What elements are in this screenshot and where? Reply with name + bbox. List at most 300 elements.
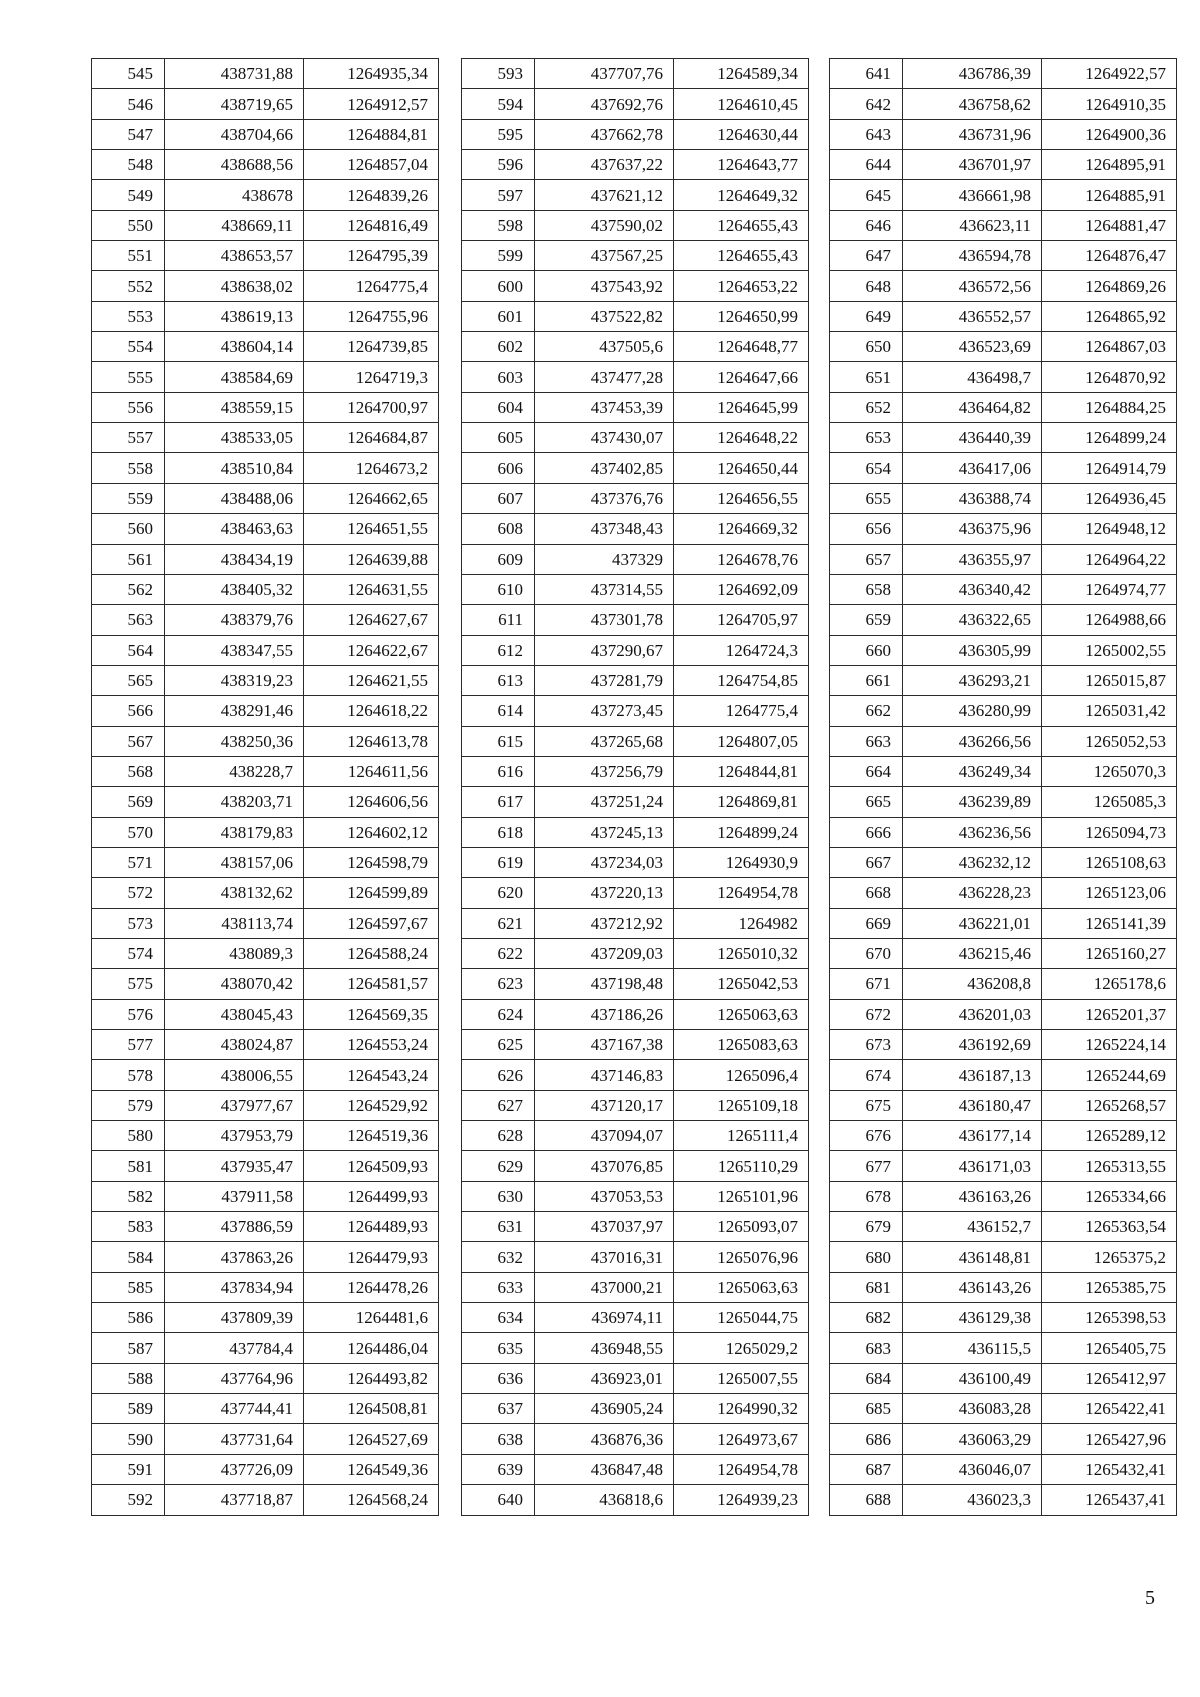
table-row [462,392,809,422]
point-number-cell: 631 [462,1212,535,1242]
point-number-cell: 588 [92,1363,165,1393]
y-coordinate-cell: 1264597,67 [304,908,439,938]
table-row [462,726,809,756]
x-coordinate-cell: 437000,21 [535,1272,674,1302]
table-row [92,1151,439,1181]
point-number-cell: 666 [830,817,903,847]
y-coordinate-cell: 1264948,12 [1042,514,1177,544]
table-row [462,878,809,908]
table-row [830,665,1177,695]
x-coordinate-cell: 437209,03 [535,938,674,968]
table-row [830,1303,1177,1333]
y-coordinate-cell: 1264867,03 [1042,332,1177,362]
point-number-cell: 688 [830,1485,903,1515]
y-coordinate-cell: 1265398,53 [1042,1303,1177,1333]
y-coordinate-cell: 1264621,55 [304,665,439,695]
table-row [462,210,809,240]
x-coordinate-cell: 436375,96 [903,514,1042,544]
point-number-cell: 612 [462,635,535,665]
x-coordinate-cell: 437784,4 [165,1333,304,1363]
table-row [92,544,439,574]
x-coordinate-cell: 436115,5 [903,1333,1042,1363]
y-coordinate-cell: 1264884,81 [304,119,439,149]
point-number-cell: 553 [92,301,165,331]
table-row [92,423,439,453]
point-number-cell: 603 [462,362,535,392]
table-row [92,1030,439,1060]
table-row [830,1394,1177,1424]
x-coordinate-cell: 436905,24 [535,1394,674,1424]
y-coordinate-cell: 1264606,56 [304,787,439,817]
y-coordinate-cell: 1264493,82 [304,1363,439,1393]
x-coordinate-cell: 436215,46 [903,938,1042,968]
point-number-cell: 657 [830,544,903,574]
y-coordinate-cell: 1264869,81 [674,787,809,817]
table-row [830,1333,1177,1363]
table-row [92,301,439,331]
table-row [462,1151,809,1181]
y-coordinate-cell: 1264618,22 [304,696,439,726]
point-number-cell: 607 [462,483,535,513]
x-coordinate-cell: 436266,56 [903,726,1042,756]
x-coordinate-cell: 436221,01 [903,908,1042,938]
x-coordinate-cell: 438070,42 [165,969,304,999]
y-coordinate-cell: 1265070,3 [1042,756,1177,786]
y-coordinate-cell: 1265015,87 [1042,665,1177,695]
x-coordinate-cell: 437692,76 [535,89,674,119]
x-coordinate-cell: 436498,7 [903,362,1042,392]
x-coordinate-cell: 436129,38 [903,1303,1042,1333]
y-coordinate-cell: 1265007,55 [674,1363,809,1393]
y-coordinate-cell: 1264581,57 [304,969,439,999]
y-coordinate-cell: 1265405,75 [1042,1333,1177,1363]
table-row [830,1030,1177,1060]
x-coordinate-cell: 438113,74 [165,908,304,938]
point-number-cell: 594 [462,89,535,119]
x-coordinate-cell: 438157,06 [165,847,304,877]
point-number-cell: 615 [462,726,535,756]
table-row [92,453,439,483]
y-coordinate-cell: 1265109,18 [674,1090,809,1120]
point-number-cell: 676 [830,1121,903,1151]
point-number-cell: 576 [92,999,165,1029]
table-row [92,574,439,604]
table-row [462,89,809,119]
y-coordinate-cell: 1264648,77 [674,332,809,362]
table-row [830,574,1177,604]
x-coordinate-cell: 438688,56 [165,150,304,180]
point-number-cell: 611 [462,605,535,635]
y-coordinate-cell: 1264543,24 [304,1060,439,1090]
x-coordinate-cell: 438132,62 [165,878,304,908]
table-row [830,544,1177,574]
point-number-cell: 641 [830,59,903,89]
point-number-cell: 687 [830,1454,903,1484]
y-coordinate-cell: 1264754,85 [674,665,809,695]
table-row [830,59,1177,89]
point-number-cell: 677 [830,1151,903,1181]
point-number-cell: 654 [830,453,903,483]
x-coordinate-cell: 438463,63 [165,514,304,544]
y-coordinate-cell: 1264895,91 [1042,150,1177,180]
table-row [92,756,439,786]
x-coordinate-cell: 437290,67 [535,635,674,665]
y-coordinate-cell: 1265385,75 [1042,1272,1177,1302]
point-number-cell: 589 [92,1394,165,1424]
y-coordinate-cell: 1264643,77 [674,150,809,180]
point-number-cell: 562 [92,574,165,604]
table-row [830,210,1177,240]
table-row [462,241,809,271]
point-number-cell: 574 [92,938,165,968]
table-row [462,787,809,817]
table-row [462,969,809,999]
table-row [462,938,809,968]
x-coordinate-cell: 437314,55 [535,574,674,604]
x-coordinate-cell: 436305,99 [903,635,1042,665]
y-coordinate-cell: 1265063,63 [674,1272,809,1302]
y-coordinate-cell: 1264982 [674,908,809,938]
point-number-cell: 581 [92,1151,165,1181]
y-coordinate-cell: 1264881,47 [1042,210,1177,240]
x-coordinate-cell: 438319,23 [165,665,304,695]
y-coordinate-cell: 1264865,92 [1042,301,1177,331]
point-number-cell: 592 [92,1485,165,1515]
y-coordinate-cell: 1264912,57 [304,89,439,119]
table-row [462,574,809,604]
y-coordinate-cell: 1264922,57 [1042,59,1177,89]
point-number-cell: 656 [830,514,903,544]
y-coordinate-cell: 1264653,22 [674,271,809,301]
point-number-cell: 632 [462,1242,535,1272]
y-coordinate-cell: 1265042,53 [674,969,809,999]
y-coordinate-cell: 1265422,41 [1042,1394,1177,1424]
y-coordinate-cell: 1264568,24 [304,1485,439,1515]
table-row [92,241,439,271]
point-number-cell: 651 [830,362,903,392]
x-coordinate-cell: 436023,3 [903,1485,1042,1515]
x-coordinate-cell: 437251,24 [535,787,674,817]
table-row [830,1363,1177,1393]
y-coordinate-cell: 1264775,4 [304,271,439,301]
y-coordinate-cell: 1265010,32 [674,938,809,968]
x-coordinate-cell: 438291,46 [165,696,304,726]
point-number-cell: 649 [830,301,903,331]
point-number-cell: 548 [92,150,165,180]
table-row [92,1303,439,1333]
table-row [830,514,1177,544]
x-coordinate-cell: 436847,48 [535,1454,674,1484]
x-coordinate-cell: 436731,96 [903,119,1042,149]
point-number-cell: 558 [92,453,165,483]
point-number-cell: 600 [462,271,535,301]
point-number-cell: 678 [830,1181,903,1211]
y-coordinate-cell: 1264479,93 [304,1242,439,1272]
x-coordinate-cell: 437935,47 [165,1151,304,1181]
x-coordinate-cell: 436249,34 [903,756,1042,786]
table-row [462,59,809,89]
point-number-cell: 639 [462,1454,535,1484]
y-coordinate-cell: 1264599,89 [304,878,439,908]
y-coordinate-cell: 1264974,77 [1042,574,1177,604]
table-row [462,908,809,938]
table-row [462,665,809,695]
table-row [830,787,1177,817]
x-coordinate-cell: 438347,55 [165,635,304,665]
point-number-cell: 648 [830,271,903,301]
table-row [92,1181,439,1211]
point-number-cell: 606 [462,453,535,483]
y-coordinate-cell: 1265031,42 [1042,696,1177,726]
table-row [92,1454,439,1484]
x-coordinate-cell: 437477,28 [535,362,674,392]
table-row [92,1090,439,1120]
point-number-cell: 579 [92,1090,165,1120]
y-coordinate-cell: 1264884,25 [1042,392,1177,422]
y-coordinate-cell: 1264678,76 [674,544,809,574]
table-row [462,362,809,392]
point-number-cell: 547 [92,119,165,149]
y-coordinate-cell: 1264499,93 [304,1181,439,1211]
x-coordinate-cell: 437621,12 [535,180,674,210]
y-coordinate-cell: 1265076,96 [674,1242,809,1272]
x-coordinate-cell: 437911,58 [165,1181,304,1211]
x-coordinate-cell: 438045,43 [165,999,304,1029]
point-number-cell: 634 [462,1303,535,1333]
point-number-cell: 563 [92,605,165,635]
table-row [92,1363,439,1393]
x-coordinate-cell: 436523,69 [903,332,1042,362]
point-number-cell: 661 [830,665,903,695]
point-number-cell: 619 [462,847,535,877]
table-row [462,423,809,453]
y-coordinate-cell: 1265063,63 [674,999,809,1029]
table-row [92,332,439,362]
x-coordinate-cell: 437146,83 [535,1060,674,1090]
x-coordinate-cell: 436148,81 [903,1242,1042,1272]
table-row [92,605,439,635]
table-row [830,1212,1177,1242]
x-coordinate-cell: 437076,85 [535,1151,674,1181]
point-number-cell: 566 [92,696,165,726]
table-row [830,332,1177,362]
y-coordinate-cell: 1264529,92 [304,1090,439,1120]
y-coordinate-cell: 1264508,81 [304,1394,439,1424]
x-coordinate-cell: 437637,22 [535,150,674,180]
table-row [92,483,439,513]
y-coordinate-cell: 1264988,66 [1042,605,1177,635]
x-coordinate-cell: 438089,3 [165,938,304,968]
table-row [92,1394,439,1424]
x-coordinate-cell: 436280,99 [903,696,1042,726]
table-row [462,514,809,544]
table-row [92,1121,439,1151]
table-row [830,453,1177,483]
y-coordinate-cell: 1264900,36 [1042,119,1177,149]
table-row [830,89,1177,119]
x-coordinate-cell: 438379,76 [165,605,304,635]
y-coordinate-cell: 1264876,47 [1042,241,1177,271]
table-row [830,392,1177,422]
x-coordinate-cell: 436388,74 [903,483,1042,513]
y-coordinate-cell: 1264602,12 [304,817,439,847]
x-coordinate-cell: 437037,97 [535,1212,674,1242]
x-coordinate-cell: 437543,92 [535,271,674,301]
point-number-cell: 644 [830,150,903,180]
y-coordinate-cell: 1264775,4 [674,696,809,726]
point-number-cell: 646 [830,210,903,240]
y-coordinate-cell: 1264655,43 [674,241,809,271]
point-number-cell: 647 [830,241,903,271]
y-coordinate-cell: 1264755,96 [304,301,439,331]
x-coordinate-cell: 436063,29 [903,1424,1042,1454]
table-row [830,605,1177,635]
y-coordinate-cell: 1264807,05 [674,726,809,756]
y-coordinate-cell: 1264527,69 [304,1424,439,1454]
x-coordinate-cell: 438228,7 [165,756,304,786]
point-number-cell: 577 [92,1030,165,1060]
point-number-cell: 551 [92,241,165,271]
table-row [462,1394,809,1424]
x-coordinate-cell: 437707,76 [535,59,674,89]
y-coordinate-cell: 1265427,96 [1042,1424,1177,1454]
table-row [462,1212,809,1242]
y-coordinate-cell: 1264651,55 [304,514,439,544]
x-coordinate-cell: 438731,88 [165,59,304,89]
table-row [462,150,809,180]
y-coordinate-cell: 1264692,09 [674,574,809,604]
table-row [92,665,439,695]
x-coordinate-cell: 438203,71 [165,787,304,817]
point-number-cell: 591 [92,1454,165,1484]
y-coordinate-cell: 1265029,2 [674,1333,809,1363]
table-row [462,1485,809,1515]
coordinate-table-1 [91,58,439,1516]
table-row [462,635,809,665]
point-number-cell: 660 [830,635,903,665]
x-coordinate-cell: 436948,55 [535,1333,674,1363]
y-coordinate-cell: 1264935,34 [304,59,439,89]
y-coordinate-cell: 1265412,97 [1042,1363,1177,1393]
table-row [92,726,439,756]
x-coordinate-cell: 437094,07 [535,1121,674,1151]
table-row [830,271,1177,301]
table-row [462,817,809,847]
y-coordinate-cell: 1264627,67 [304,605,439,635]
point-number-cell: 645 [830,180,903,210]
point-number-cell: 546 [92,89,165,119]
table-row [830,241,1177,271]
y-coordinate-cell: 1265363,54 [1042,1212,1177,1242]
x-coordinate-cell: 436239,89 [903,787,1042,817]
x-coordinate-cell: 437953,79 [165,1121,304,1151]
point-number-cell: 584 [92,1242,165,1272]
point-number-cell: 670 [830,938,903,968]
point-number-cell: 560 [92,514,165,544]
table-row [92,908,439,938]
y-coordinate-cell: 1264719,3 [304,362,439,392]
x-coordinate-cell: 437281,79 [535,665,674,695]
x-coordinate-cell: 437053,53 [535,1181,674,1211]
y-coordinate-cell: 1265044,75 [674,1303,809,1333]
point-number-cell: 621 [462,908,535,938]
point-number-cell: 682 [830,1303,903,1333]
x-coordinate-cell: 436355,97 [903,544,1042,574]
point-number-cell: 596 [462,150,535,180]
table-row [462,483,809,513]
y-coordinate-cell: 1264611,56 [304,756,439,786]
y-coordinate-cell: 1264936,45 [1042,483,1177,513]
x-coordinate-cell: 438638,02 [165,271,304,301]
x-coordinate-cell: 437764,96 [165,1363,304,1393]
table-row [830,483,1177,513]
x-coordinate-cell: 436177,14 [903,1121,1042,1151]
point-number-cell: 664 [830,756,903,786]
table-row [462,453,809,483]
x-coordinate-cell: 437016,31 [535,1242,674,1272]
point-number-cell: 614 [462,696,535,726]
y-coordinate-cell: 1264964,22 [1042,544,1177,574]
table-row [92,878,439,908]
table-row [92,514,439,544]
x-coordinate-cell: 438510,84 [165,453,304,483]
point-number-cell: 575 [92,969,165,999]
table-row [92,59,439,89]
y-coordinate-cell: 1264869,26 [1042,271,1177,301]
point-number-cell: 625 [462,1030,535,1060]
table-row [92,1272,439,1302]
y-coordinate-cell: 1265141,39 [1042,908,1177,938]
coordinate-table-2 [461,58,809,1516]
x-coordinate-cell: 437834,94 [165,1272,304,1302]
point-number-cell: 637 [462,1394,535,1424]
y-coordinate-cell: 1265268,57 [1042,1090,1177,1120]
x-coordinate-cell: 438669,11 [165,210,304,240]
x-coordinate-cell: 437234,03 [535,847,674,877]
table-row [462,180,809,210]
table-row [462,1363,809,1393]
x-coordinate-cell: 437376,76 [535,483,674,513]
x-coordinate-cell: 436701,97 [903,150,1042,180]
x-coordinate-cell: 436083,28 [903,1394,1042,1424]
y-coordinate-cell: 1264914,79 [1042,453,1177,483]
point-number-cell: 610 [462,574,535,604]
point-number-cell: 585 [92,1272,165,1302]
x-coordinate-cell: 438405,32 [165,574,304,604]
point-number-cell: 685 [830,1394,903,1424]
table-row [830,423,1177,453]
y-coordinate-cell: 1264899,24 [1042,423,1177,453]
table-row [462,271,809,301]
y-coordinate-cell: 1264639,88 [304,544,439,574]
y-coordinate-cell: 1265313,55 [1042,1151,1177,1181]
table-row [830,119,1177,149]
table-row [92,635,439,665]
x-coordinate-cell: 437863,26 [165,1242,304,1272]
x-coordinate-cell: 436208,8 [903,969,1042,999]
point-number-cell: 564 [92,635,165,665]
point-number-cell: 556 [92,392,165,422]
y-coordinate-cell: 1264684,87 [304,423,439,453]
x-coordinate-cell: 437301,78 [535,605,674,635]
point-number-cell: 552 [92,271,165,301]
point-number-cell: 640 [462,1485,535,1515]
y-coordinate-cell: 1264610,45 [674,89,809,119]
x-coordinate-cell: 436180,47 [903,1090,1042,1120]
x-coordinate-cell: 436232,12 [903,847,1042,877]
table-row [462,1030,809,1060]
y-coordinate-cell: 1264486,04 [304,1333,439,1363]
